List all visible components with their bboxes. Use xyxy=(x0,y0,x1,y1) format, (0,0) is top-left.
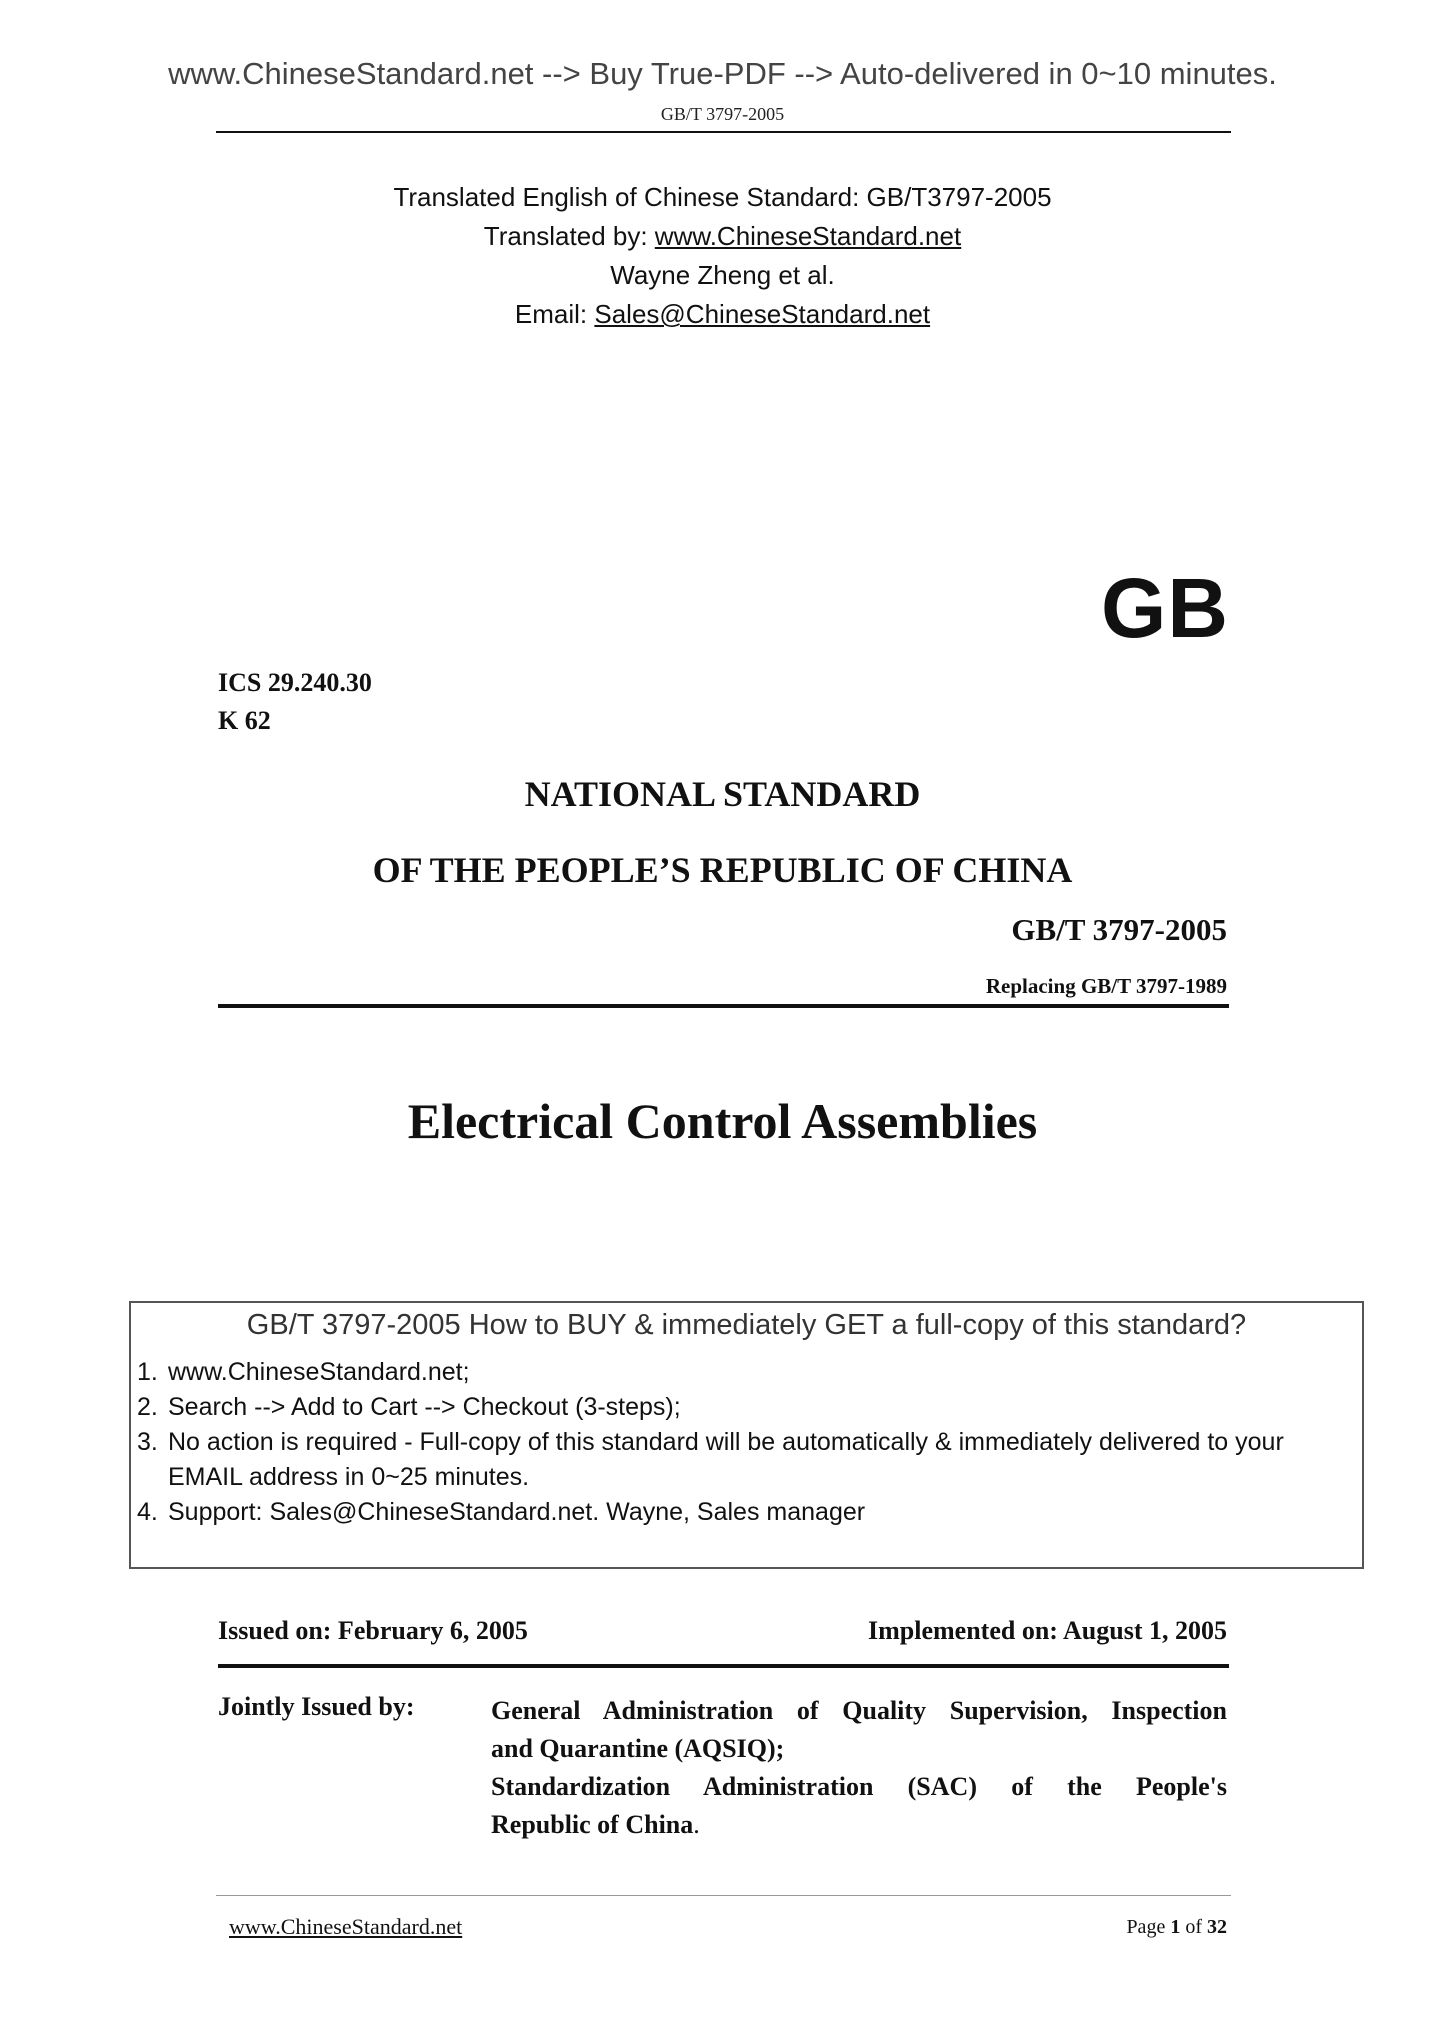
page-prefix: Page xyxy=(1126,1916,1171,1938)
implemented-date: Implemented on: August 1, 2005 xyxy=(868,1616,1227,1645)
step-number: 3. xyxy=(137,1428,158,1456)
translation-info xyxy=(0,178,1445,334)
purchase-heading: GB/T 3797-2005 How to BUY & immediately GET a full-copy of this standard? xyxy=(246,1309,1247,1341)
issuer-line: Standardization Administration (SAC) of the People's xyxy=(491,1772,1227,1801)
gb-logo: GB xyxy=(1101,561,1229,655)
page-current: 1 xyxy=(1170,1916,1181,1938)
national-standard-title xyxy=(0,756,1445,908)
ics-code: ICS 29.240.30 xyxy=(218,668,372,697)
issuer-line: and Quarantine (AQSIQ); xyxy=(491,1734,785,1763)
title-rule xyxy=(218,1004,1229,1008)
purchase-info-box xyxy=(129,1301,1364,1569)
page-number xyxy=(1126,1916,1227,1939)
step-number: 2. xyxy=(137,1393,158,1421)
issuing-authorities xyxy=(491,1692,1227,1844)
header-rule xyxy=(216,131,1231,133)
step-number: 1. xyxy=(137,1358,158,1386)
purchase-step xyxy=(137,1425,1348,1495)
page-of: of xyxy=(1180,1916,1207,1938)
translated-by-label: Translated by: xyxy=(483,221,655,251)
issuer-line-period: . xyxy=(693,1810,700,1839)
running-header: GB/T 3797-2005 xyxy=(660,104,785,124)
email-label: Email: xyxy=(514,299,595,329)
issuer-line-text: Republic of China xyxy=(491,1810,694,1839)
translator-site-link[interactable]: www.ChineseStandard.net xyxy=(654,221,962,251)
classification-block xyxy=(218,664,372,740)
translators: Wayne Zheng et al. xyxy=(610,260,835,290)
document-title: Electrical Control Assemblies xyxy=(407,1093,1038,1149)
ccs-code: K 62 xyxy=(218,706,271,735)
translated-by xyxy=(0,217,1445,256)
footer-rule xyxy=(216,1895,1231,1896)
step-text: No action is required - Full-copy of this standard will be automatically & immediately delivered to your EMAIL address in 0~25 minutes. xyxy=(168,1428,1284,1491)
standard-number: GB/T 3797-2005 xyxy=(1011,912,1227,947)
national-standard-line1: NATIONAL STANDARD xyxy=(524,774,921,814)
dates-rule xyxy=(218,1664,1229,1668)
step-text[interactable]: www.ChineseStandard.net; xyxy=(168,1358,470,1386)
translation-line: Translated English of Chinese Standard: GB/T3797-2005 xyxy=(393,182,1052,212)
issuer-line xyxy=(491,1806,1227,1844)
national-standard-line2: OF THE PEOPLE’S REPUBLIC OF CHINA xyxy=(372,850,1073,890)
issued-date: Issued on: February 6, 2005 xyxy=(218,1616,528,1645)
footer-site-link[interactable]: www.ChineseStandard.net xyxy=(229,1914,463,1939)
jointly-issued-label: Jointly Issued by: xyxy=(218,1692,415,1721)
purchase-step xyxy=(137,1390,1348,1425)
step-number: 4. xyxy=(137,1498,158,1526)
purchase-step xyxy=(137,1495,1348,1530)
replacing-note: Replacing GB/T 3797-1989 xyxy=(985,974,1227,998)
top-banner[interactable]: www.ChineseStandard.net --> Buy True-PDF --> Auto-delivered in 0~10 minutes. xyxy=(168,56,1277,91)
page-total: 32 xyxy=(1207,1916,1227,1938)
step-text: Support: Sales@ChineseStandard.net. Wayne, Sales manager xyxy=(168,1498,866,1526)
purchase-steps xyxy=(137,1355,1348,1530)
email-link[interactable]: Sales@ChineseStandard.net xyxy=(594,299,931,329)
purchase-step xyxy=(137,1355,1348,1390)
issuer-line: General Administration of Quality Supervision, Inspection xyxy=(491,1696,1227,1725)
step-text: Search --> Add to Cart --> Checkout (3-steps); xyxy=(168,1393,681,1421)
email-line xyxy=(0,295,1445,334)
